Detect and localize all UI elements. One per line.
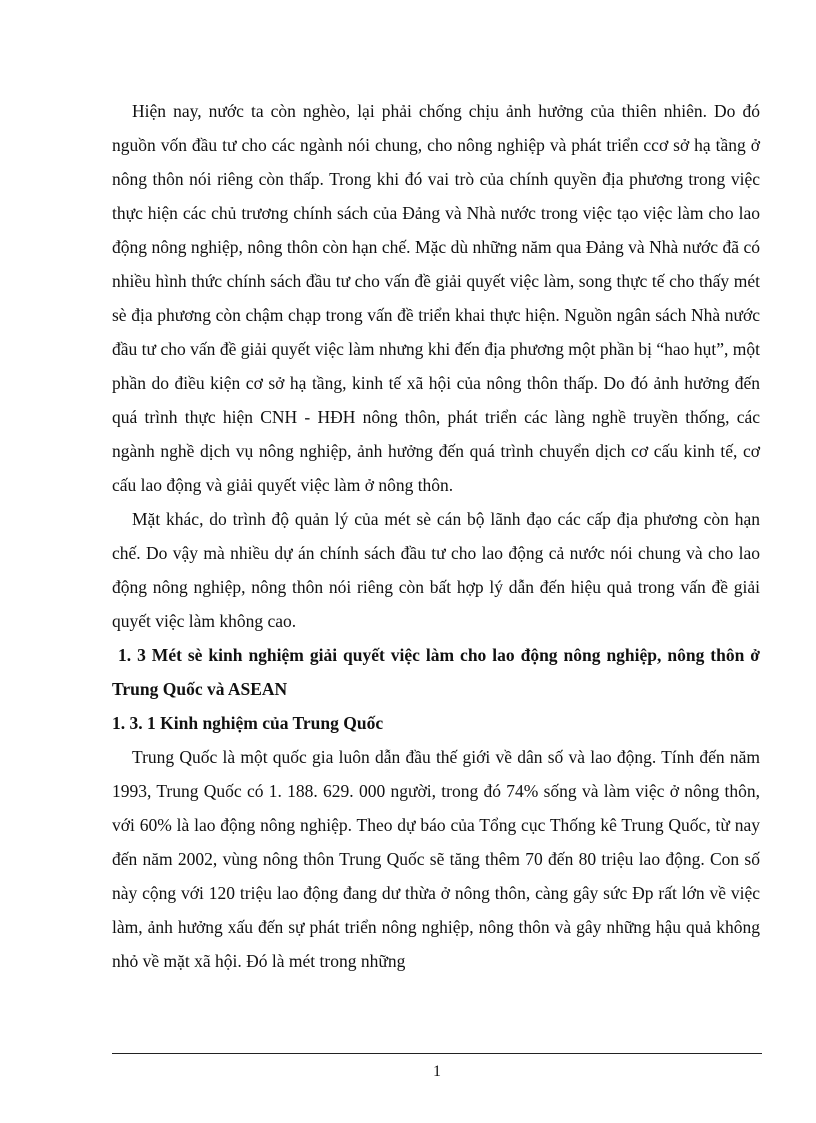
document-body <box>112 94 760 978</box>
paragraph-intro: Hiện nay, nước ta còn nghèo, lại phải chống chịu ảnh hưởng của thiên nhiên. Do đó nguồn vốn đầu tư cho các ngành nói chung, cho nông nghiệp và phát triển ccơ sở hạ tầng ở nông thôn nói riêng còn thấp. Trong khi đó vai trò của chính quyền địa phương trong việc thực hiện các chủ trương chính sách của Đảng và Nhà nước trong việc tạo việc làm cho lao động nông nghiệp, nông thôn còn hạn chế. Mặc dù những năm qua Đảng và Nhà nước đã có nhiều hình thức chính sách đầu tư cho vấn đề giải quyết việc làm, song thực tế cho thấy mét sè địa phương còn chậm chạp trong vấn đề triển khai thực hiện. Nguồn ngân sách Nhà nước đầu tư cho vấn đề giải quyết việc làm nhưng khi đến địa phương một phần bị “hao hụt”, một phần do điều kiện cơ sở hạ tầng, kinh tế xã hội của nông thôn thấp. Do đó ảnh hưởng đến quá trình thực hiện CNH - HĐH nông thôn, phát triển các làng nghề truyền thống, các ngành nghề dịch vụ nông nghiệp, ảnh hưởng đến quá trình chuyển dịch cơ cấu kinh tế, cơ cấu lao động và giải quyết việc làm ở nông thôn. <box>112 101 760 495</box>
footer-divider <box>112 1053 762 1054</box>
paragraph-china: Trung Quốc là một quốc gia luôn dẫn đầu thế giới về dân số và lao động. Tính đến năm 1993, Trung Quốc có 1. 188. 629. 000 người, trong đó 74% sống và làm việc ở nông thôn, với 60% là lao động nông nghiệp. Theo dự báo của Tổng cục Thống kê Trung Quốc, từ nay đến năm 2002, vùng nông thôn Trung Quốc sẽ tăng thêm 70 đến 80 triệu lao động. Con số này cộng với 120 triệu lao động đang dư thừa ở nông thôn, càng gây sức Ðp rất lớn về việc làm, ảnh hưởng xấu đến sự phát triển nông nghiệp, nông thôn và gây những hậu quả không nhỏ về mặt xã hội. Đó là mét trong những <box>112 747 760 971</box>
page-number: 1 <box>433 1063 441 1080</box>
paragraph-management: Mặt khác, do trình độ quản lý của mét sè cán bộ lãnh đạo các cấp địa phương còn hạn chế. Do vậy mà nhiều dự án chính sách đầu tư cho lao động cả nước nói chung và cho lao động nông nghiệp, nông thôn nói riêng còn bất hợp lý dẫn đến hiệu quả trong vấn đề giải quyết việc làm không cao. <box>112 509 760 631</box>
subsection-heading-1-3-1: 1. 3. 1 Kinh nghiệm của Trung Quốc <box>112 713 384 733</box>
section-heading-1-3: 1. 3 Mét sè kinh nghiệm giải quyết việc làm cho lao động nông nghiệp, nông thôn ở Trung Quốc và ASEAN <box>112 645 760 699</box>
